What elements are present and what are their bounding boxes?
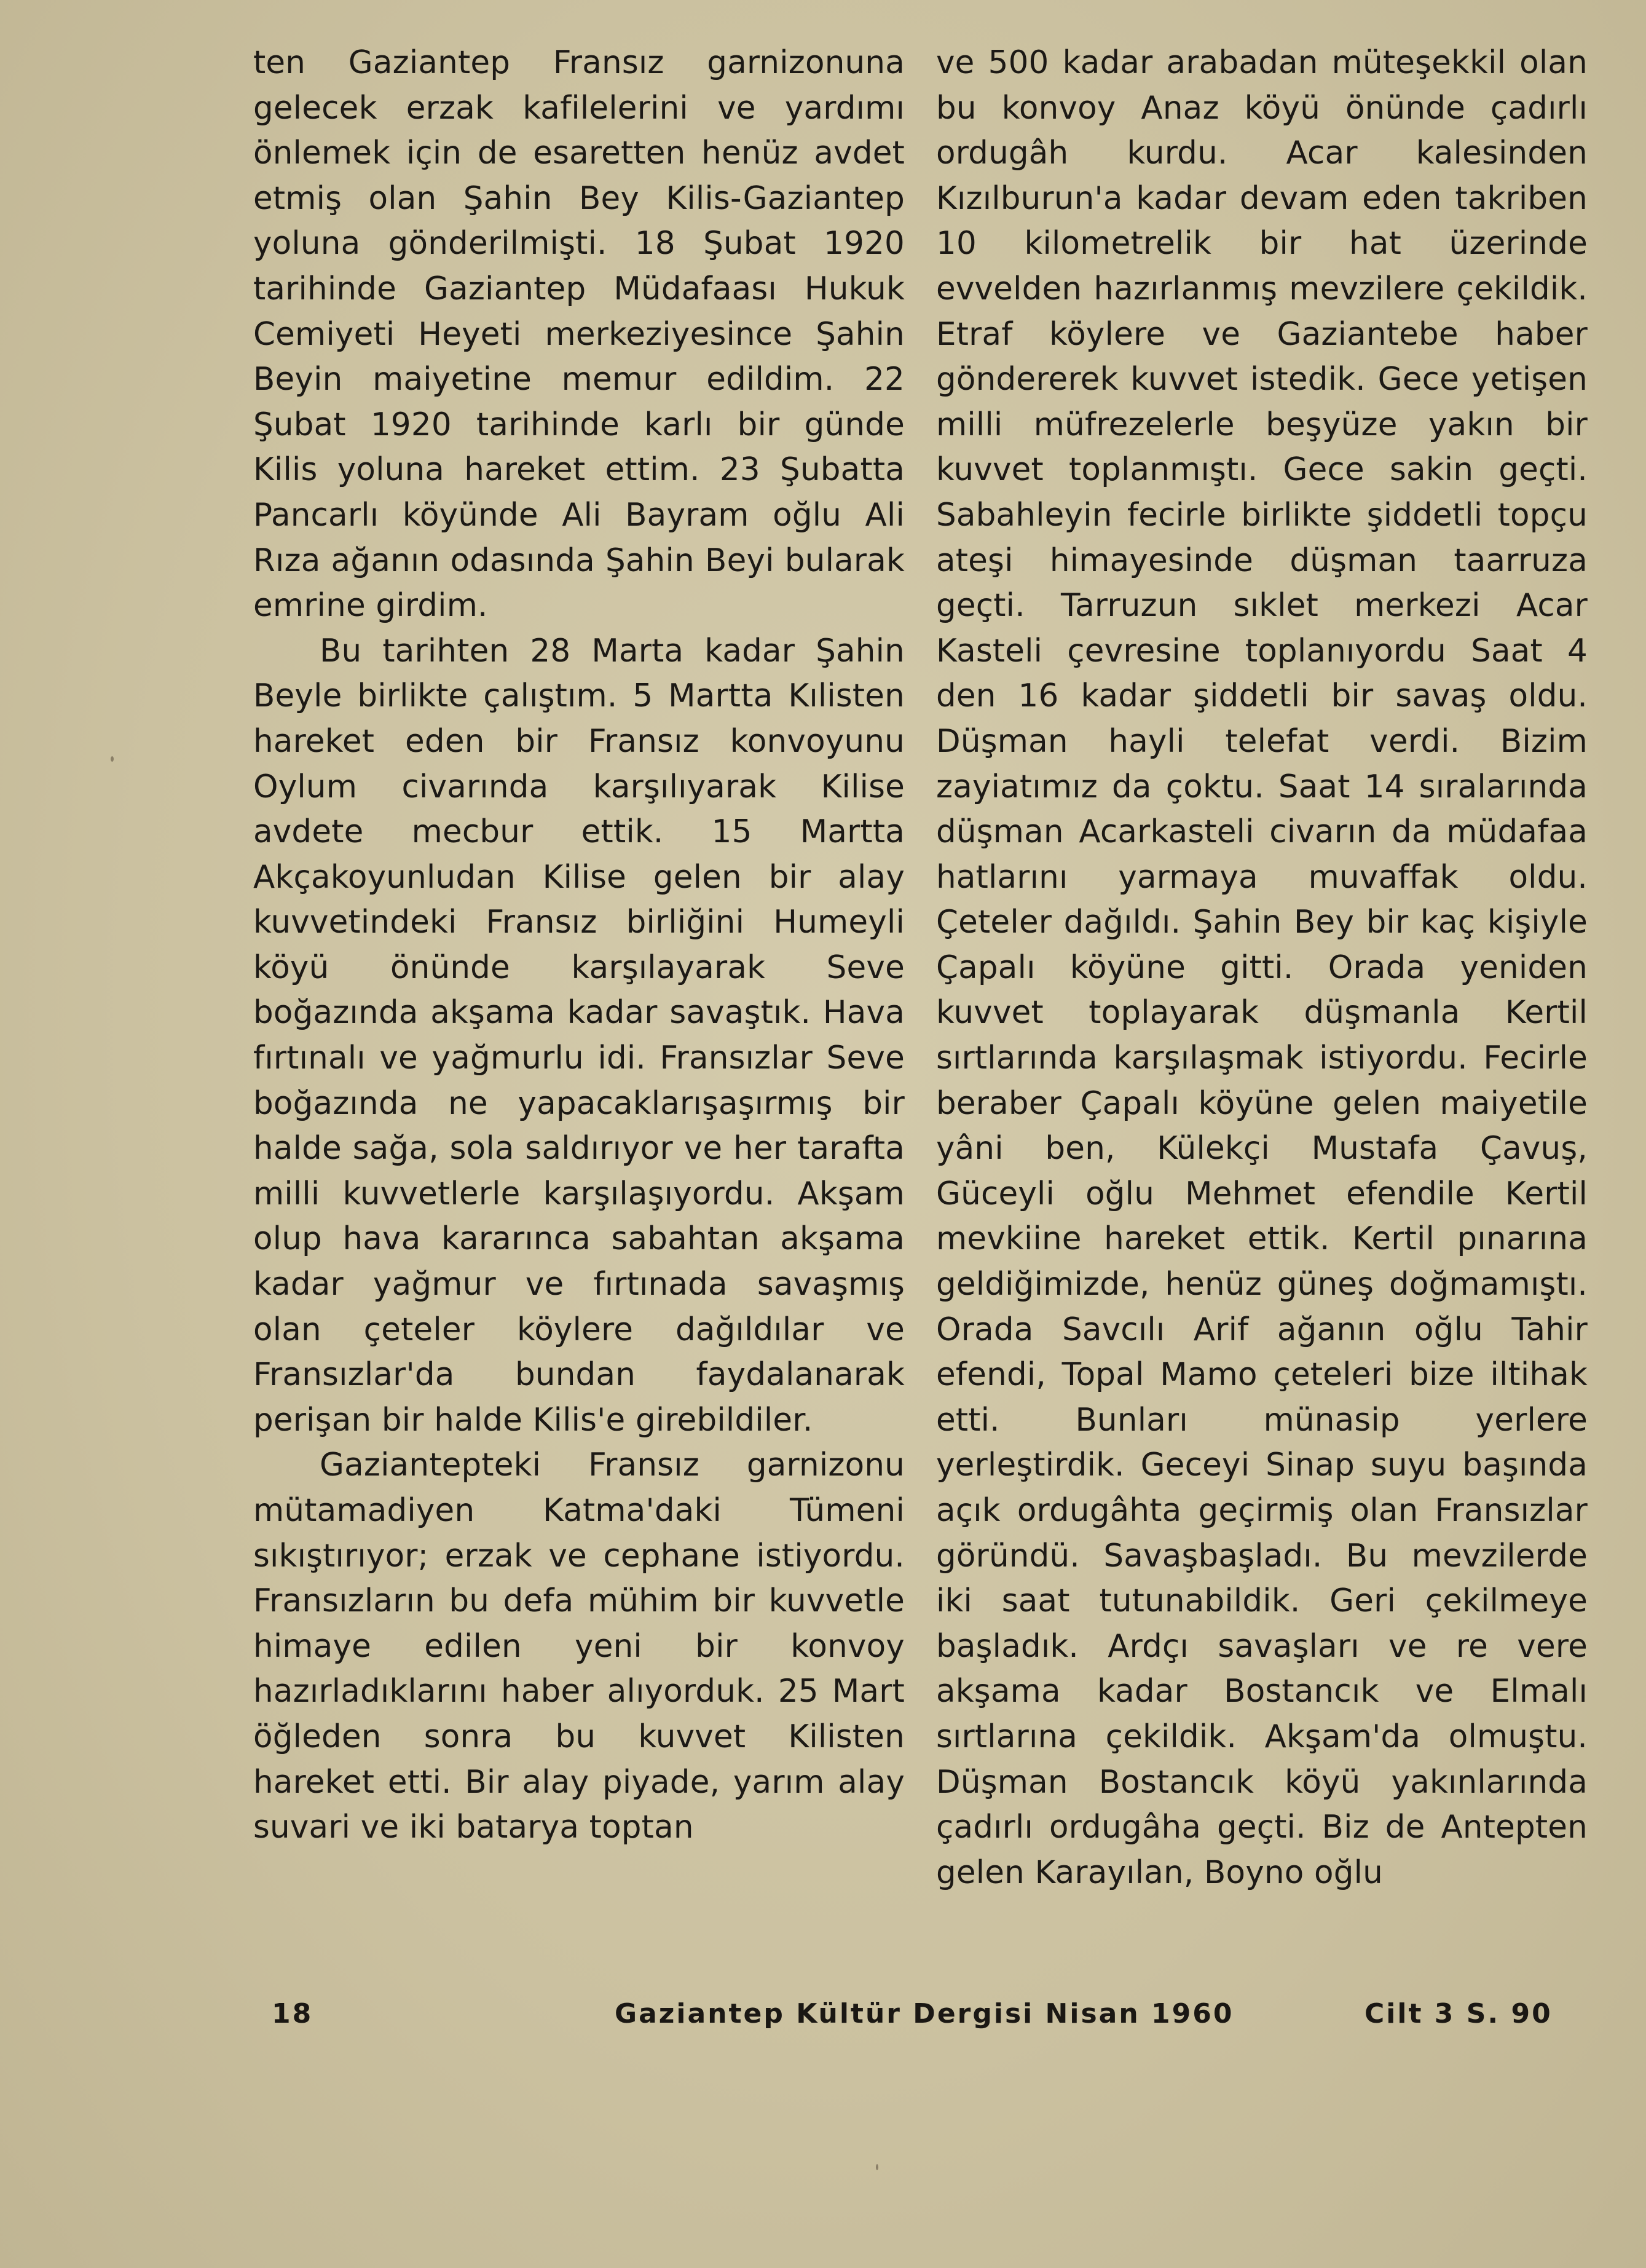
right-text-column [936, 41, 1588, 1895]
paper-speck [111, 756, 114, 762]
paragraph: ve 500 kadar arabadan müteşekkil olan bu konvoy Anaz köyü önünde çadırlı ordugâh kurdu. Acar kalesinden Kızılburun'a kadar devam eden takriben 10 kilometrelik bir hat üzerinde evvelden hazırlanmış mevzilere çekildik. Etraf köylere ve Gaziantebe haber göndererek kuvvet istedik. Gece yetişen milli müfrezelerle beşyüze yakın bir kuvvet toplanmıştı. Gece sakin geçti. Sabahleyin fecirle birlikte şiddetli topçu ateşi himayesinde düşman taarruza geçti. Tarruzun sıklet merkezi Acar Kasteli çevresine toplanıyordu Saat 4 den 16 kadar şiddetli bir savaş oldu. Düşman hayli telefat verdi. Bizim zayiatımız da çoktu. Saat 14 sıralarında düşman Acarkasteli civarın da müdafaa hatlarını yarmaya muvaffak oldu. Çeteler dağıldı. Şahin Bey bir kaç kişiyle Çapalı köyüne gitti. Orada yeniden kuvvet toplayarak düşmanla Kertil sırtlarında karşılaşmak istiyordu. Fecirle beraber Çapalı köyüne gelen maiyetile yâni ben, Külekçi Mustafa Çavuş, Güceyli oğlu Mehmet efendile Kertil mevkiine hareket ettik. Kertil pınarına geldiğimizde, henüz güneş doğmamıştı. Orada Savcılı Arif ağanın oğlu Tahir efendi, Topal Mamo çeteleri bize iltihak etti. Bunları münasip yerlere yerleştirdik. Geceyi Sinap suyu başında açık ordugâhta geçirmiş olan Fransızlar göründü. Savaşbaşladı. Bu mevzilerde iki saat tutunabildik. Geri çekilmeye başladık. Ardçı savaşları ve re vere akşama kadar Bostancık ve Elmalı sırtlarına çekildik. Akşam'da olmuştu. Düşman Bostancık köyü yakınlarında çadırlı ordugâha geçti. Biz de Antepten gelen Karayılan, Boyno oğlu [936, 44, 1588, 1891]
publication-title: Gaziantep Kültür Dergisi Nisan 1960 [615, 1998, 1234, 2029]
page-number: 18 [272, 1998, 313, 2029]
paragraph: ten Gaziantep Fransız garnizonuna gelecek erzak kafilelerini ve yardımı önlemek için de esaretten henüz avdet etmiş olan Şahin Bey Kilis-Gaziantep yoluna gönderilmişti. 18 Şubat 1920 tarihinde Gaziantep Müdafaası Hukuk Cemiyeti Heyeti merkeziyesince Şahin Beyin maiyetine memur edildim. 22 Şubat 1920 tarihinde karlı bir günde Kilis yoluna hareket ettim. 23 Şubatta Pancarlı köyünde Ali Bayram oğlu Ali Rıza ağanın odasında Şahin Beyi bularak emrine girdim. [253, 44, 905, 625]
paragraph: Gazianteptеki Fransız garnizonu mütamadiyen Katma'daki Tümeni sıkıştırıyor; erzak ve cephane istiyordu. Fransızların bu defa mühim bir kuvvetle himaye edilen yeni bir konvoy hazırladıklarını haber alıyorduk. 25 Mart öğleden sonra bu kuvvet Kilisten hareket etti. Bir alay piyade, yarım alay suvari ve iki batarya toptan [253, 1447, 905, 1846]
left-text-column [253, 41, 905, 1851]
paper-speck [876, 2164, 878, 2170]
issue-number: Cilt 3 S. 90 [1364, 1998, 1553, 2029]
paragraph: Bu tarihten 28 Marta kadar Şahin Beyle birlikte çalıştım. 5 Martta Kılisten hareket eden bir Fransız konvoyunu Oylum civarında karşılıyarak Kilise avdete mecbur ettik. 15 Martta Akçakoyunludan Kilise gelen bir alay kuvvetindeki Fransız birliğini Humeyli köyü önünde karşılayarak Seve boğazında akşama kadar savaştık. Hava fırtınalı ve yağmurlu idi. Fransızlar Seve boğazında ne yapacaklarışaşırmış bir halde sağa, sola saldırıyor ve her tarafta milli kuvvetlerle karşılaşıyordu. Akşam olup hava kararınca sabahtan akşama kadar yağmur ve fırtınada savaşmış olan çeteler köylere dağıldılar ve Fransızlar'da bundan faydalanarak perişan bir halde Kilis'e girebildiler. [253, 632, 905, 1439]
